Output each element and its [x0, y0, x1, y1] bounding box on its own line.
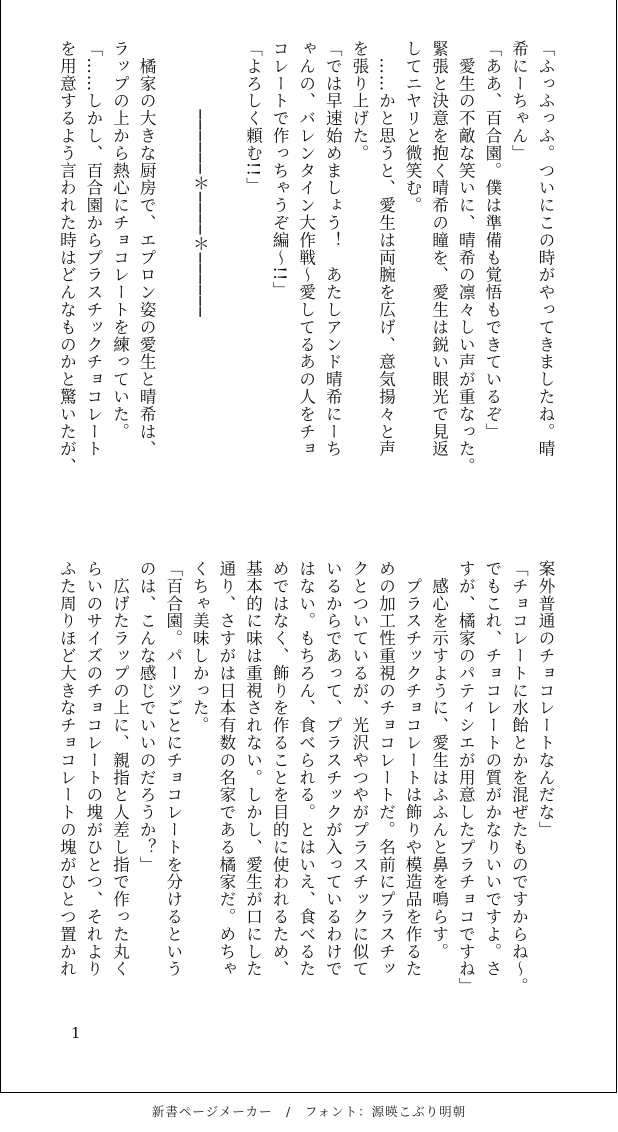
lower-text-block: [53, 560, 558, 1000]
text-column: コレートで作っちゃうぞ編〜!!」: [270, 40, 290, 299]
text-column: めの加工性重視のチョコレートだ。名前にプラスチッ: [376, 560, 396, 978]
text-column: 希にーちゃん」: [509, 40, 529, 162]
text-column: ……かと思うと、愛生は両腕を広げ、意気揚々と声: [376, 40, 396, 458]
text-column: 基本的に味は重視されない。しかし、愛生が口にした: [243, 560, 263, 978]
text-column: 「百合園。パーツごとにチョコレートを分けるという: [163, 560, 183, 978]
text-column: を張り上げた。: [349, 40, 369, 162]
text-column: [212, 40, 239, 556]
text-column: 緊張と決意を抱く晴希の瞳を、愛生は鋭い眼光で見返: [429, 40, 449, 458]
text-column: はない。もちろん、食べられる。とはいえ、食べるた: [296, 560, 316, 978]
text-column: 広げたラップの上に、親指と人差し指で作った丸く: [110, 560, 130, 978]
text-column: 愛生の不敵な笑いに、晴希の凛々しい声が重なった。: [456, 40, 476, 475]
footer-credit: 新書ページメーカー / フォント：源暎こぶり明朝: [151, 1104, 467, 1119]
text-column: ゃんの、バレンタイン大作戦〜愛してるあの人をチョ: [296, 40, 316, 458]
text-column: プラスチックチョコレートは飾りや模造品を作るた: [403, 560, 423, 978]
text-column: いるからであって、プラスチックが入っているわけで: [323, 560, 343, 978]
text-column: らいのサイズのチョコレートの塊がひとつ、それより: [83, 560, 103, 978]
text-column: ラップの上から熱心にチョコレートを練っていた。: [110, 40, 130, 441]
text-column: 「よろしく頼む!!」: [243, 40, 263, 195]
text-column: のは、こんな感じでいいのだろうか？」: [137, 560, 157, 874]
text-column: 感心を示すように、愛生はふふんと鼻を鳴らす。: [429, 560, 449, 961]
scene-break-divider: ──────＊────＊──────: [190, 40, 210, 318]
text-column: 「チョコレートに水飴とかを混ぜたものですからね〜。: [509, 560, 529, 995]
text-column: 案外普通のチョコレートなんだな」: [536, 560, 555, 839]
text-column: [159, 40, 186, 556]
text-column: すが、橘家のパティシエが用意したプラチョコですね」: [456, 560, 476, 995]
text-column: くちゃ美味しかった。: [190, 560, 210, 734]
text-column: を用意するよう言われた時はどんなものかと驚いたが、: [57, 40, 77, 475]
text-column: ふた周りほど大きなチョコレートの塊がひとつ置かれ: [57, 560, 77, 978]
text-column: 「では早速始めましょう！ あたしアンド晴希にーち: [323, 40, 343, 458]
text-column: 橘家の大きな厨房で、エプロン姿の愛生と晴希は、: [137, 40, 157, 458]
text-column: 通り、さすがは日本有数の名家である橘家だ。めちゃ: [216, 560, 236, 978]
text-column: めではなく、飾りを作ることを目的に使われるため、: [270, 560, 290, 978]
text-column: でもこれ、チョコレートの質がかなりいいですよ。さ: [482, 560, 502, 978]
text-column: してニヤリと微笑む。: [403, 40, 423, 214]
text-column: 「ああ、百合園。僕は準備も覚悟もできているぞ」: [482, 40, 502, 441]
text-column: クとついているが、光沢やつやがプラスチックに似て: [349, 560, 369, 978]
page-number: 1: [71, 1024, 81, 1042]
upper-text-block: [53, 40, 558, 556]
text-column: 「ふっふっふ。ついにこの時がやってきましたね。晴: [536, 40, 555, 458]
text-column: 「……しかし、百合園からプラスチックチョコレート: [83, 40, 103, 458]
